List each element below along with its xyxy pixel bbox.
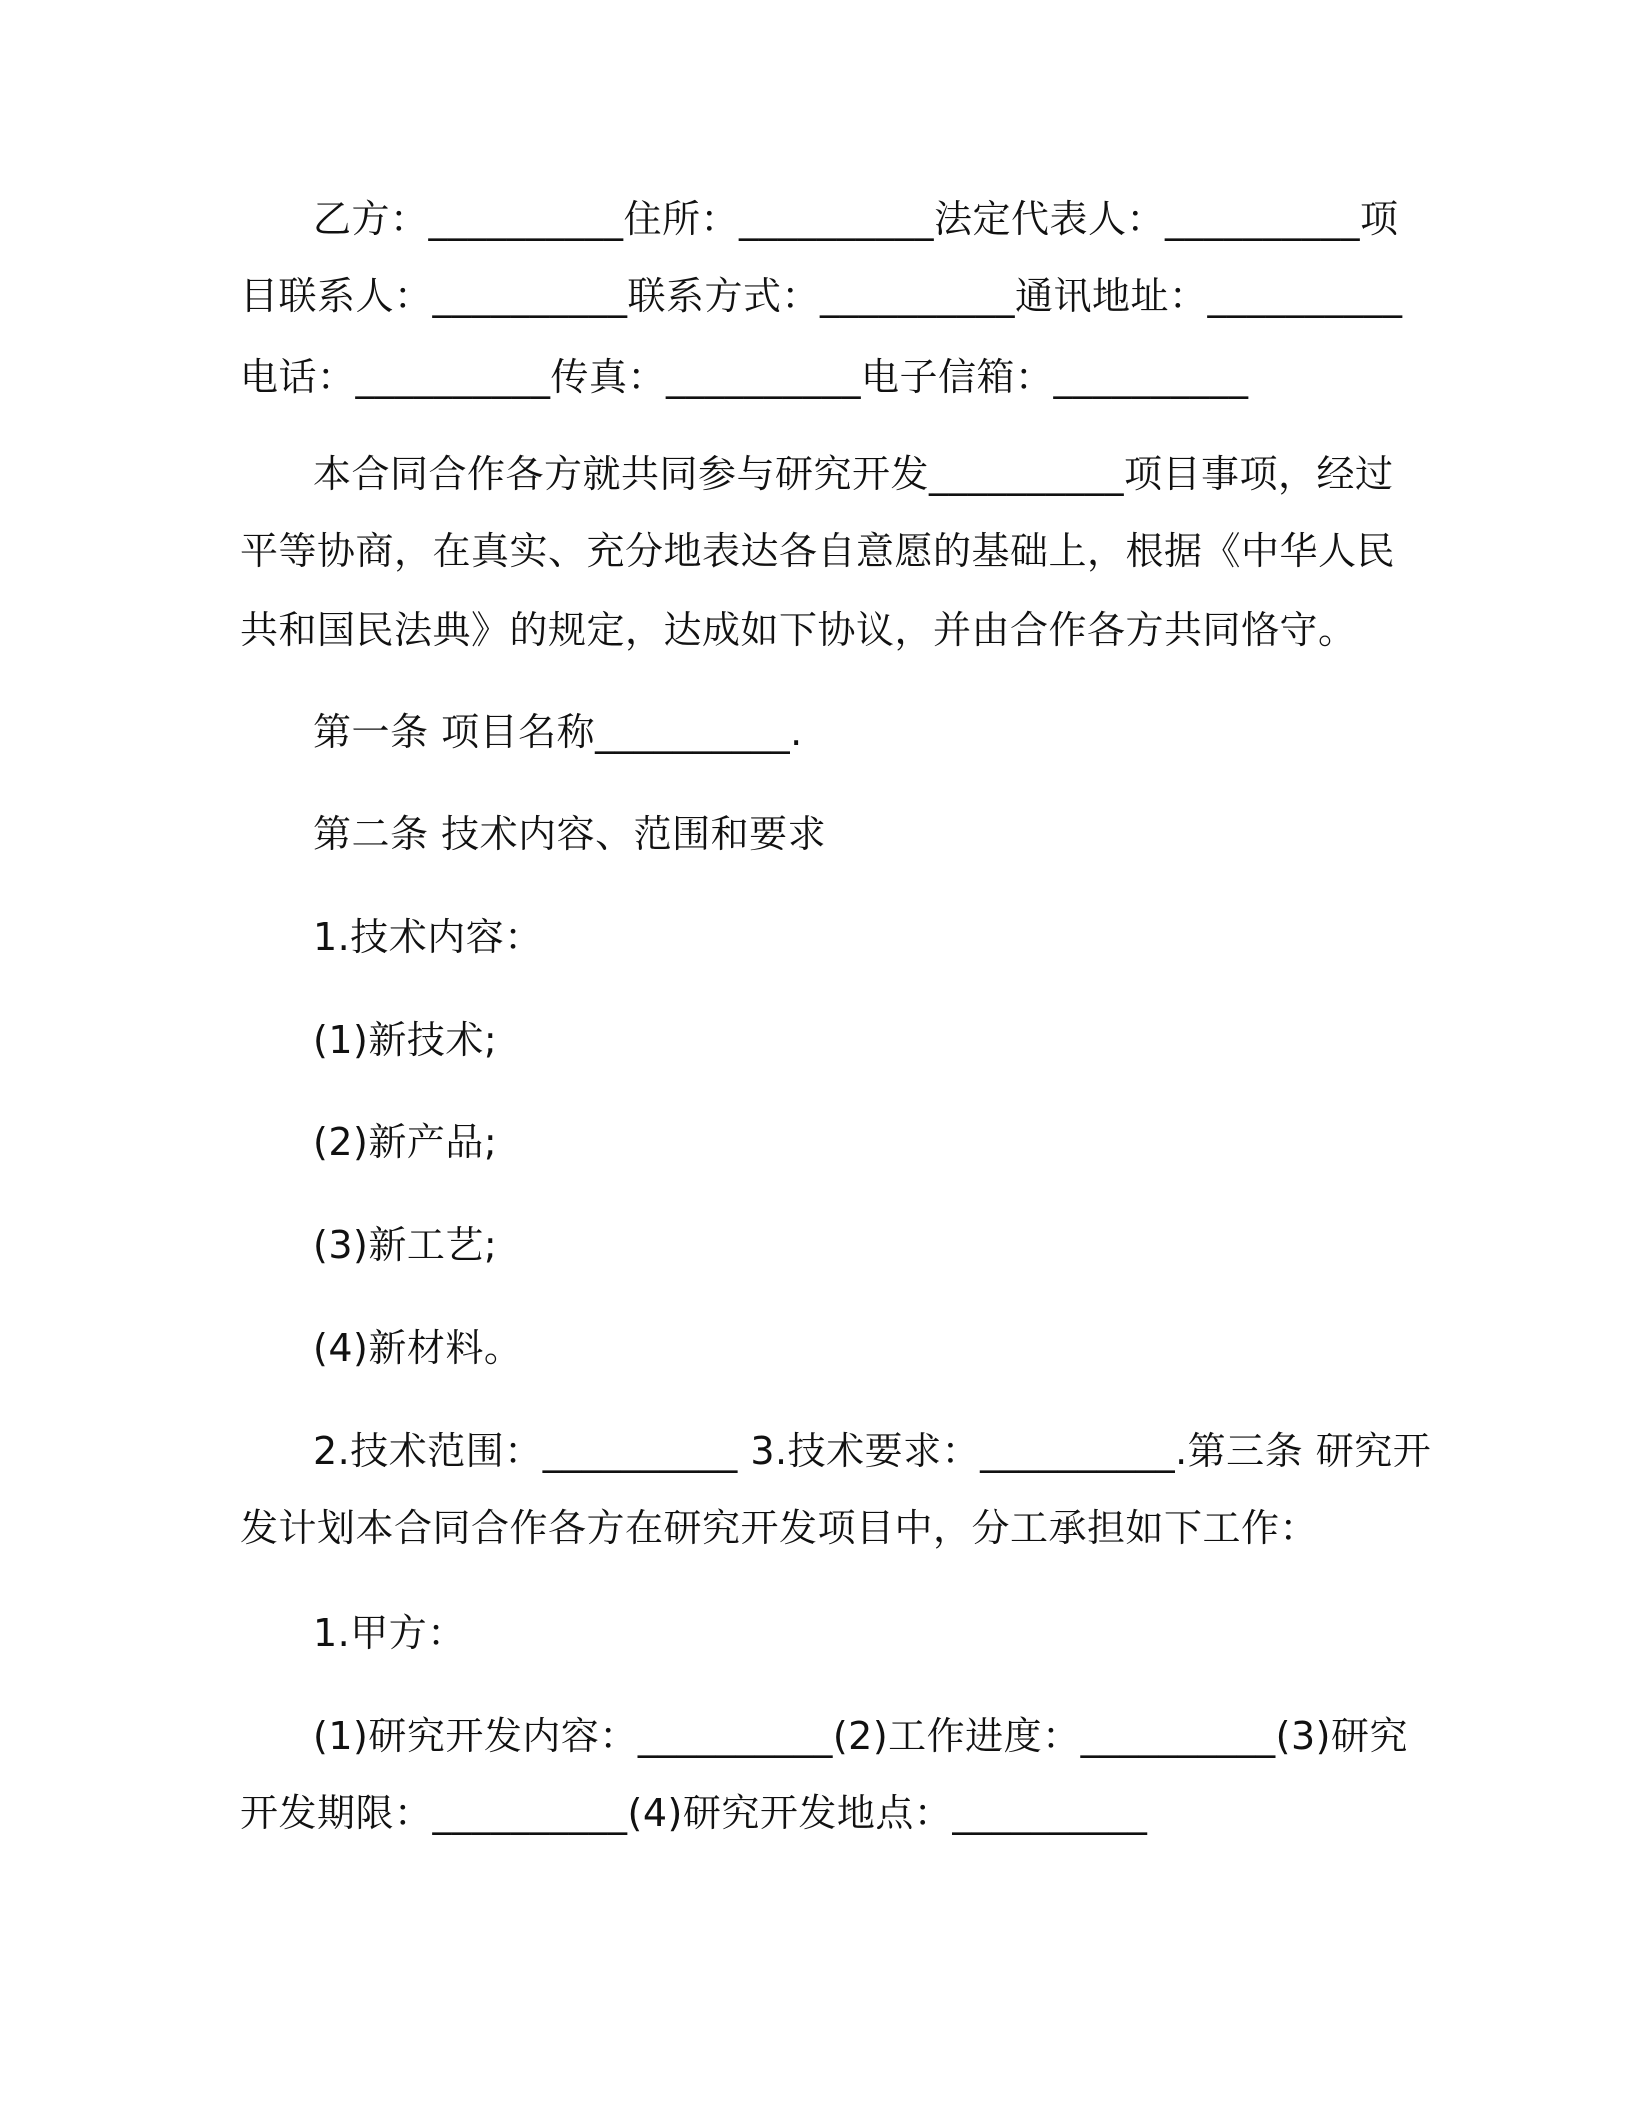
party-b-line-2: 目联系人：__________联系方式：__________通讯地址：__________: [240, 274, 1403, 318]
article-3-line-1: 2.技术范围：__________ 3.技术要求：__________.第三条 研究开: [313, 1429, 1432, 1473]
party-a-line-1: (1)研究开发内容：__________(2)工作进度：__________(3)研究: [313, 1714, 1408, 1758]
article-2: 第二条 技术内容、范围和要求: [313, 812, 827, 856]
preamble-line-1: 本合同合作各方就共同参与研究开发__________项目事项，经过: [313, 452, 1394, 496]
preamble-line-3: 共和国民法典》的规定，达成如下协议，并由合作各方共同恪守。: [240, 608, 1357, 652]
party-a-line-2: 开发期限：__________(4)研究开发地点：__________: [240, 1791, 1148, 1835]
party-a-heading: 1.甲方：: [313, 1611, 466, 1655]
party-b-line-1: 乙方：__________住所：__________法定代表人：__________项: [313, 197, 1399, 241]
tech-item: (3)新工艺;: [313, 1223, 498, 1267]
tech-item: (2)新产品;: [313, 1120, 498, 1164]
tech-item: (4)新材料。: [313, 1326, 523, 1370]
tech-content-heading: 1.技术内容：: [313, 915, 543, 959]
article-3-line-2: 发计划本合同合作各方在研究开发项目中，分工承担如下工作：: [240, 1506, 1319, 1550]
tech-item: (1)新技术;: [313, 1018, 498, 1062]
party-b-line-3: 电话：__________传真：__________电子信箱：__________: [240, 355, 1249, 399]
article-1: 第一条 项目名称__________.: [313, 710, 803, 754]
preamble-line-2: 平等协商，在真实、充分地表达各自意愿的基础上，根据《中华人民: [240, 529, 1396, 573]
